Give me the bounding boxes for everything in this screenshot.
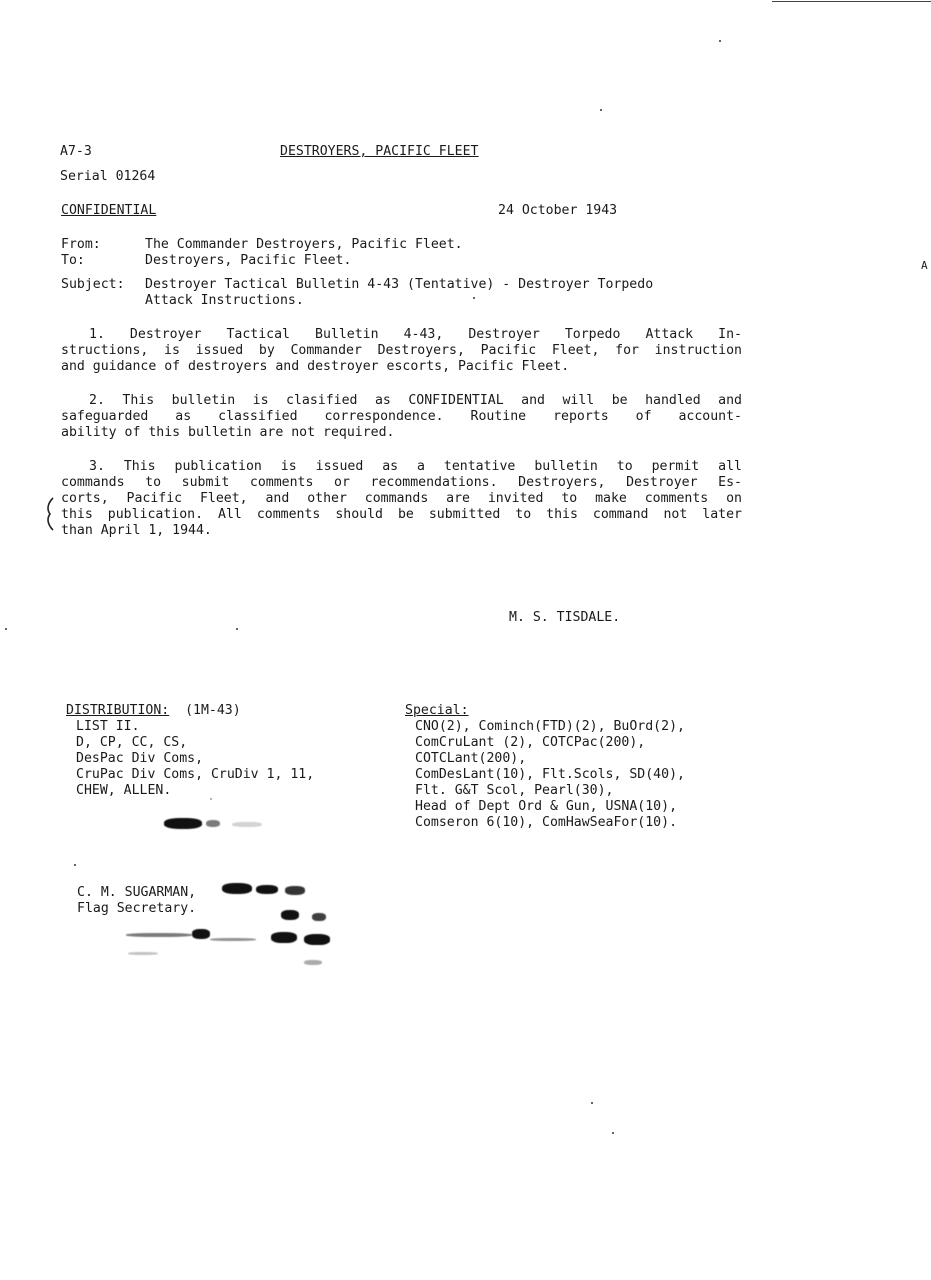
org-title: DESTROYERS, PACIFIC FLEET (280, 144, 479, 159)
authentication-name: C. M. SUGARMAN, (77, 885, 197, 900)
paragraph-line: this publication. All comments should be submitted to this command not later (61, 507, 742, 522)
subject-label: Subject: (61, 277, 125, 292)
distribution-line: CHEW, ALLEN. (76, 783, 172, 798)
serial-number: Serial 01264 (60, 169, 156, 184)
paragraph-line: commands to submit comments or recommendations. Destroyers, Destroyer Es- (61, 475, 742, 490)
paragraph-line: 3. This publication is issued as a tentative bulletin to permit all (89, 459, 742, 474)
paragraph-3 (61, 459, 742, 539)
distribution-heading-row (66, 703, 241, 719)
distribution-heading: DISTRIBUTION: (66, 703, 170, 718)
special-line: ComCruLant (2), COTCPac(200), (415, 735, 646, 750)
paragraph-line: 2. This bulletin is clasified as CONFIDENTIAL and will be handled and (89, 393, 742, 408)
special-heading: Special: (405, 703, 469, 718)
special-line: ComDesLant(10), Flt.Scols, SD(40), (415, 767, 685, 782)
paragraph-1 (61, 327, 742, 375)
paragraph-line: 1. Destroyer Tactical Bulletin 4-43, Destroyer Torpedo Attack In- (89, 327, 742, 342)
scan-edge-line (772, 1, 931, 2)
document-date: 24 October 1943 (498, 203, 618, 218)
margin-bracket-mark (44, 496, 56, 532)
distribution-line: D, CP, CC, CS, (76, 735, 188, 750)
special-line: Comseron 6(10), ComHawSeaFor(10). (415, 815, 678, 830)
paragraph-line: than April 1, 1944. (61, 523, 212, 538)
paragraph-2 (61, 393, 742, 441)
from-value: The Commander Destroyers, Pacific Fleet. (145, 237, 463, 252)
paragraph-line: and guidance of destroyers and destroyer escorts, Pacific Fleet. (61, 359, 570, 374)
paragraph-line: structions, is issued by Commander Destroyers, Pacific Fleet, for instruction (61, 343, 742, 358)
special-line: CNO(2), Cominch(FTD)(2), BuOrd(2), (415, 719, 685, 734)
margin-mark: A (921, 259, 928, 272)
from-label: From: (61, 237, 101, 252)
to-value: Destroyers, Pacific Fleet. (145, 253, 352, 268)
file-code: A7-3 (60, 144, 92, 159)
paragraph-line: corts, Pacific Fleet, and other commands are invited to make comments on (61, 491, 742, 506)
special-line: Head of Dept Ord & Gun, USNA(10), (415, 799, 678, 814)
classification: CONFIDENTIAL (61, 203, 157, 218)
distribution-line: DesPac Div Coms, (76, 751, 204, 766)
special-line: Flt. G&T Scol, Pearl(30), (415, 783, 614, 798)
distribution-line: LIST II. (76, 719, 140, 734)
signature: M. S. TISDALE. (509, 610, 621, 625)
subject-line-2: Attack Instructions. (145, 293, 304, 308)
to-label: To: (61, 253, 85, 268)
paragraph-line: ability of this bulletin are not required. (61, 425, 395, 440)
distribution-code: (1M-43) (185, 703, 241, 718)
distribution-line: CruPac Div Coms, CruDiv 1, 11, (76, 767, 315, 782)
subject-line-1: Destroyer Tactical Bulletin 4-43 (Tentative) - Destroyer Torpedo (145, 277, 654, 292)
special-list (415, 719, 685, 831)
distribution-list (76, 719, 314, 799)
authentication-title: Flag Secretary. (77, 901, 197, 916)
paragraph-line: safeguarded as classified correspondence. Routine reports of account- (61, 409, 742, 424)
special-line: COTCLant(200), (415, 751, 527, 766)
